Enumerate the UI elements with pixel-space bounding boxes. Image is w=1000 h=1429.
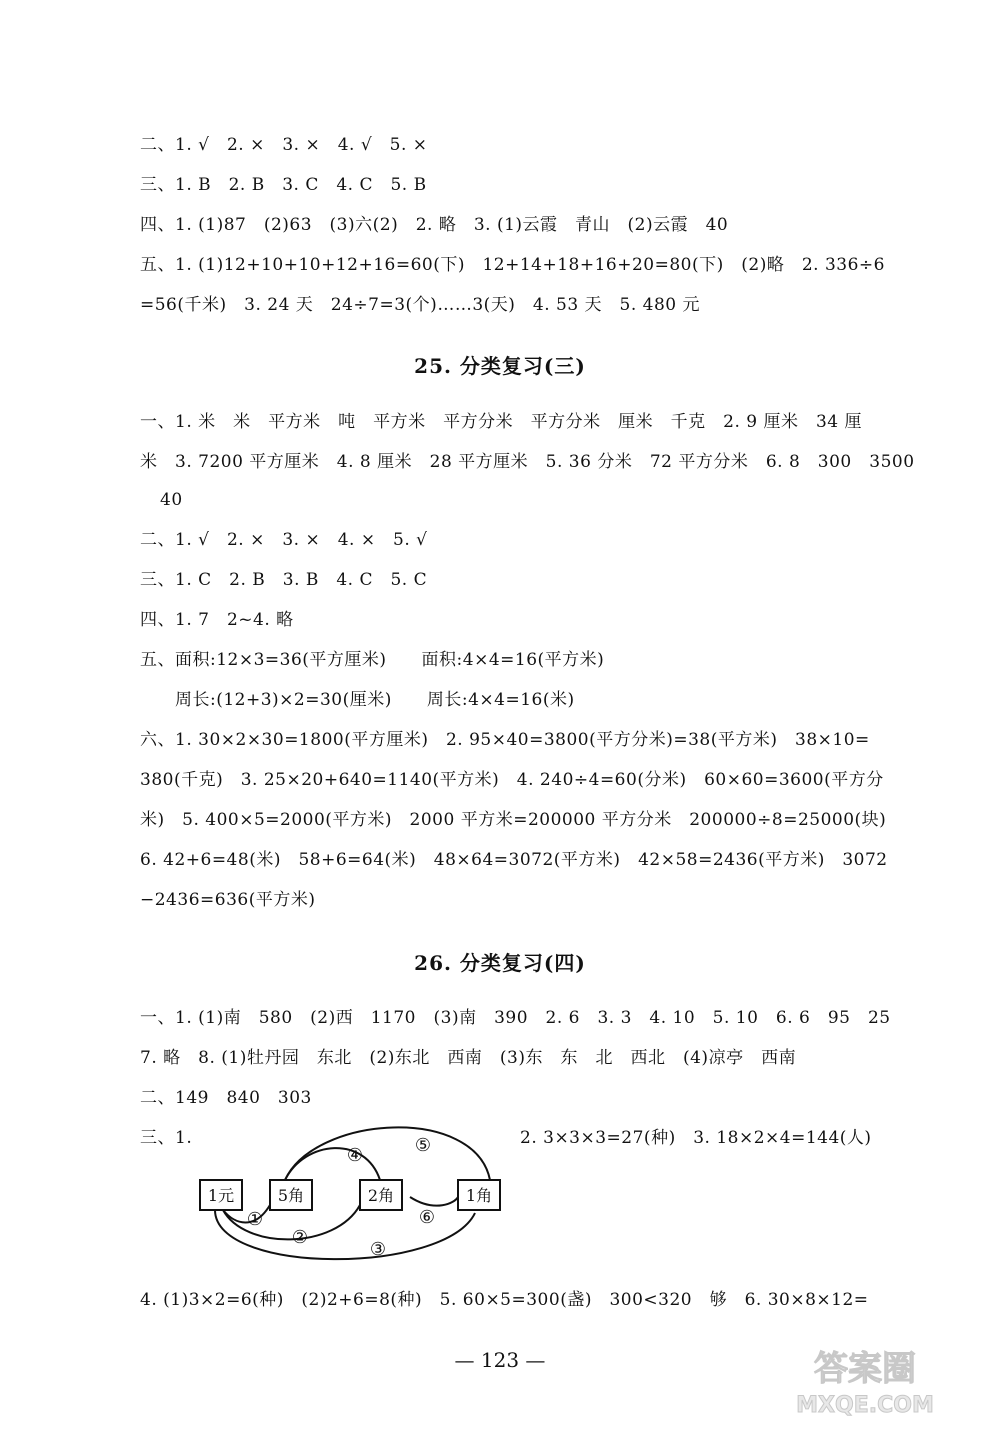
answer-line: 六、1. 30×2×30=1800(平方厘米) 2. 95×40=3800(平方分米)=38(平方米) 38×10= bbox=[140, 730, 870, 750]
path-arc-5 bbox=[285, 1127, 490, 1180]
path-marker: ④ bbox=[346, 1145, 364, 1166]
answer-line: 三、1. B 2. B 3. C 4. C 5. B bbox=[140, 175, 427, 195]
box-label: 5角 bbox=[277, 1186, 305, 1205]
answer-line: 一、1. (1)南 580 (2)西 1170 (3)南 390 2. 6 3. 3 4. 10 5. 10 6. 6 95 25 bbox=[140, 1008, 891, 1028]
answer-line: 7. 略 8. (1)牡丹园 东北 (2)东北 西南 (3)东 东 北 西北 (4)凉亭 西南 bbox=[140, 1048, 797, 1068]
coin-path-diagram bbox=[195, 1125, 515, 1285]
answer-line: 2. 3×3×3=27(种) 3. 18×2×4=144(人) bbox=[520, 1128, 872, 1148]
answer-line: 四、1. 7 2~4. 略 bbox=[140, 610, 294, 630]
box-label: 1角 bbox=[465, 1186, 493, 1205]
page-number: — 123 — bbox=[454, 1348, 546, 1372]
path-marker: ⑤ bbox=[414, 1135, 432, 1156]
path-arc-4 bbox=[285, 1148, 380, 1180]
path-arc-6 bbox=[410, 1197, 458, 1206]
answer-line: 一、1. 米 米 平方米 吨 平方米 平方分米 平方分米 厘米 千克 2. 9 厘米 34 厘 bbox=[140, 412, 863, 432]
answer-line: 6. 42+6=48(米) 58+6=64(米) 48×64=3072(平方米) 42×58=2436(平方米) 3072 bbox=[140, 850, 888, 870]
path-marker: ① bbox=[246, 1209, 264, 1230]
answer-line: 三、1. C 2. B 3. B 4. C 5. C bbox=[140, 570, 428, 590]
answer-line: 380(千克) 3. 25×20+640=1140(平方米) 4. 240÷4=60(分米) 60×60=3600(平方分 bbox=[140, 770, 884, 790]
answer-line: =56(千米) 3. 24 天 24÷7=3(个)……3(天) 4. 53 天 5. 480 元 bbox=[140, 295, 701, 315]
answer-line: 米 3. 7200 平方厘米 4. 8 厘米 28 平方厘米 5. 36 分米 72 平方分米 6. 8 300 3500 bbox=[140, 452, 915, 472]
watermark-title: 答案圈 bbox=[814, 1349, 916, 1389]
answer-line: 五、1. (1)12+10+10+12+16=60(下) 12+14+18+16+20=80(下) (2)略 2. 336÷6 bbox=[140, 255, 885, 275]
path-marker: ② bbox=[291, 1227, 309, 1248]
path-marker: ③ bbox=[369, 1239, 387, 1260]
box-label: 2角 bbox=[367, 1186, 395, 1205]
answer-line: 二、1. √ 2. × 3. × 4. × 5. √ bbox=[140, 530, 428, 550]
answer-line: 二、1. √ 2. × 3. × 4. √ 5. × bbox=[140, 135, 428, 155]
section-heading-26: 26. 分类复习(四) bbox=[414, 951, 586, 975]
answer-line: 周长:(12+3)×2=30(厘米) 周长:4×4=16(米) bbox=[175, 690, 575, 710]
watermark-logo bbox=[750, 1340, 980, 1420]
answer-line: 三、1. bbox=[140, 1128, 193, 1148]
answer-line: 五、面积:12×3=36(平方厘米) 面积:4×4=16(平方米) bbox=[140, 650, 605, 670]
watermark-url: MXQE.COM bbox=[796, 1393, 934, 1418]
answer-line: 米) 5. 400×5=2000(平方米) 2000 平方米=200000 平方分米 200000÷8=25000(块) bbox=[140, 810, 887, 830]
answer-line: 4. (1)3×2=6(种) (2)2+6=8(种) 5. 60×5=300(盏) 300<320 够 6. 30×8×12= bbox=[140, 1290, 869, 1310]
answer-line: 40 bbox=[160, 490, 183, 510]
answer-line: −2436=636(平方米) bbox=[140, 890, 316, 910]
box-label: 1元 bbox=[207, 1186, 235, 1205]
answer-line: 四、1. (1)87 (2)63 (3)六(2) 2. 略 3. (1)云霞 青山 (2)云霞 40 bbox=[140, 215, 729, 235]
section-heading-25: 25. 分类复习(三) bbox=[414, 354, 586, 378]
answer-line: 二、149 840 303 bbox=[140, 1088, 312, 1108]
path-marker: ⑥ bbox=[418, 1207, 436, 1228]
